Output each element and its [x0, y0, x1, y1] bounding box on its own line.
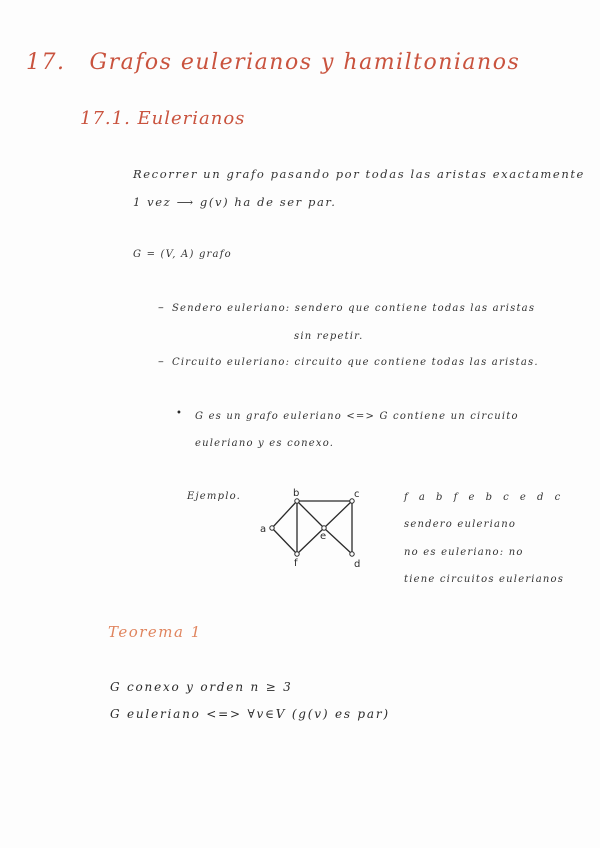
node-e	[322, 526, 326, 530]
sendero-definition-line-2: sin repetir.	[294, 331, 364, 342]
sendero-definition-line-1: Sendero euleriano: sendero que contiene todas las aristas	[172, 303, 536, 314]
property-line-2: euleriano y es conexo.	[195, 438, 335, 449]
example-note-2: no es euleriano: no	[404, 547, 524, 558]
graph-definition: G = (V, A) grafo	[133, 249, 232, 260]
section-title-text: Grafos eulerianos y hamiltonianos	[89, 50, 521, 75]
node-b	[295, 499, 299, 503]
node-f	[295, 552, 299, 556]
section-title	[26, 50, 520, 75]
list-dash: –	[158, 354, 166, 368]
theorem-line-1: G conexo y orden n ≥ 3	[110, 680, 293, 694]
node-label-a: a	[260, 524, 267, 535]
intro-line-1: Recorrer un grafo pasando por todas las aristas exactamente	[133, 167, 585, 181]
edge-b-e	[297, 501, 324, 528]
node-label-f: f	[294, 558, 298, 569]
example-graph	[250, 486, 370, 571]
path-sequence: f a b f e b c e d c	[404, 492, 565, 503]
node-label-c: c	[354, 489, 360, 500]
example-label: Ejemplo.	[187, 491, 242, 502]
edge-e-c	[324, 501, 352, 528]
edge-a-f	[272, 528, 297, 554]
example-note-3: tiene circuitos eulerianos	[404, 574, 565, 585]
example-note-1: sendero euleriano	[404, 519, 517, 530]
node-d	[350, 552, 354, 556]
edge-e-d	[324, 528, 352, 554]
list-dash: –	[158, 300, 166, 314]
subsection-title: 17.1. Eulerianos	[80, 108, 246, 129]
property-line-1: G es un grafo euleriano <=> G contiene un circuito	[195, 411, 519, 422]
section-number: 17.	[26, 50, 66, 75]
edge-b-a	[272, 501, 297, 528]
node-label-e: e	[320, 531, 327, 542]
bullet-icon: •	[176, 408, 182, 419]
node-a	[270, 526, 274, 530]
circuito-definition: Circuito euleriano: circuito que contiene todas las aristas.	[172, 357, 539, 368]
theorem-title: Teorema 1	[108, 623, 202, 641]
node-label-b: b	[293, 488, 300, 499]
node-label-d: d	[354, 559, 361, 570]
theorem-line-2: G euleriano <=> ∀v∈V (g(v) es par)	[110, 707, 390, 721]
intro-line-2: 1 vez ⟶ g(v) ha de ser par.	[133, 195, 337, 209]
